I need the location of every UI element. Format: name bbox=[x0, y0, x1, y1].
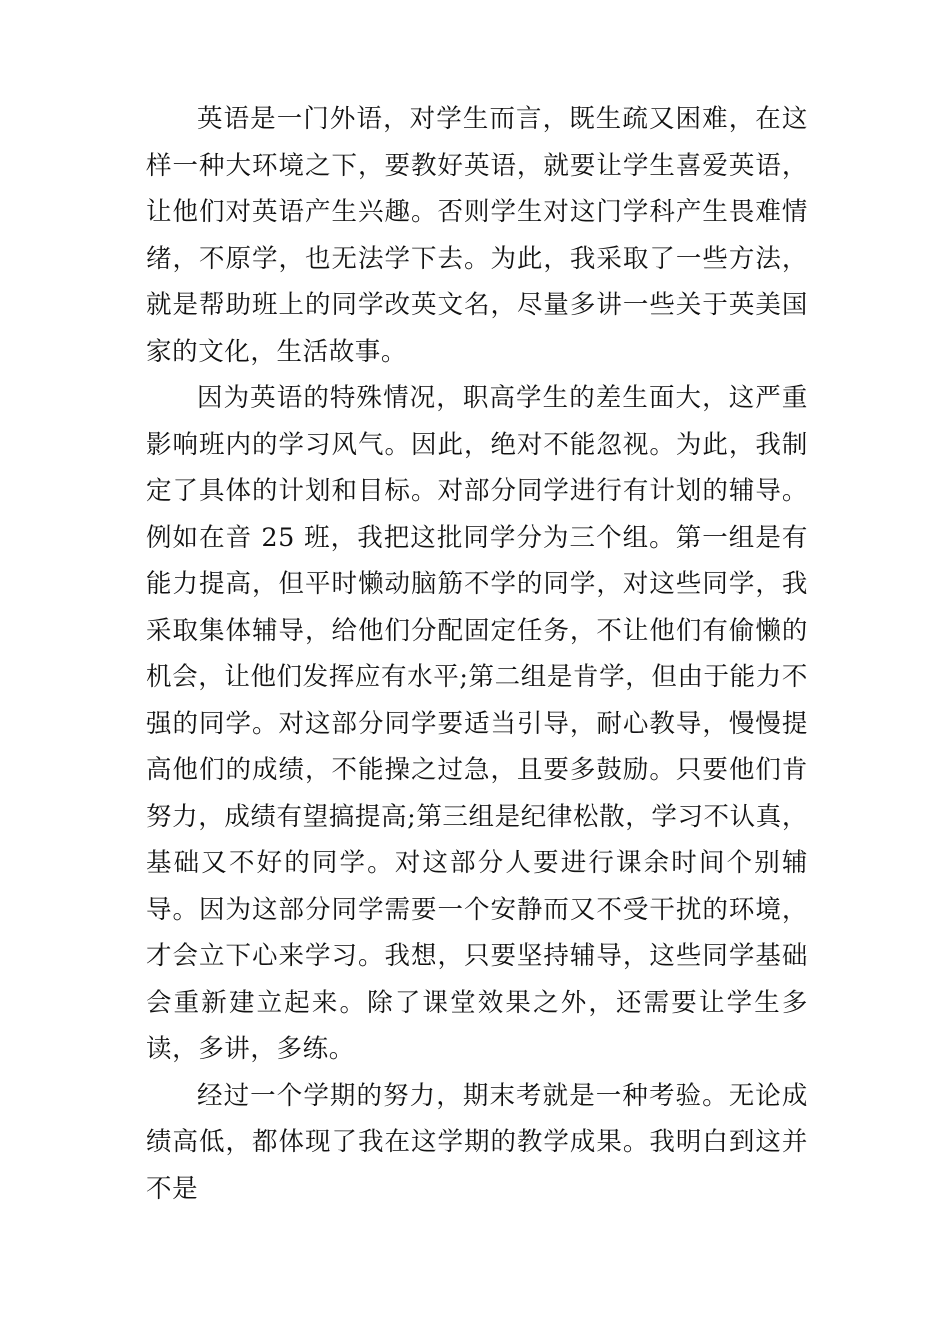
paragraph-3: 经过一个学期的努力，期末考就是一种考验。无论成绩高低，都体现了我在这学期的教学成果。我明白到这并不是 bbox=[146, 1080, 808, 1204]
paragraph-2: 因为英语的特殊情况，职高学生的差生面大，这严重影响班内的学习风气。因此，绝对不能忽视。为此，我制定了具体的计划和目标。对部分同学进行有计划的辅导。例如在音 25 班，我把这批同学分为三个组。第一组是有能力提高，但平时懒动脑筋不学的同学，对这些同学，我采取集体辅导，给他们分配固定任务，不让他们有偷懒的机会，让他们发挥应有水平;第二组是肯学，但由于能力不强的同学。对这部分同学要适当引导，耐心教导，慢慢提高他们的成绩，不能操之过急，且要多鼓励。只要他们肯努力，成绩有望搞提高;第三组是纪律松散，学习不认真，基础又不好的同学。对这部分人要进行课余时间个别辅导。因为这部分同学需要一个安静而又不受干扰的环境，才会立下心来学习。我想，只要坚持辅导，这些同学基础会重新建立起来。除了课堂效果之外，还需要让学生多读，多讲，多练。 bbox=[146, 383, 808, 1064]
document-body bbox=[146, 96, 808, 1212]
paragraph-1: 英语是一门外语，对学生而言，既生疏又困难，在这样一种大环境之下，要教好英语，就要让学生喜爱英语，让他们对英语产生兴趣。否则学生对这门学科产生畏难情绪，不原学，也无法学下去。为此，我采取了一些方法，就是帮助班上的同学改英文名，尽量多讲一些关于英美国家的文化，生活故事。 bbox=[146, 104, 808, 367]
